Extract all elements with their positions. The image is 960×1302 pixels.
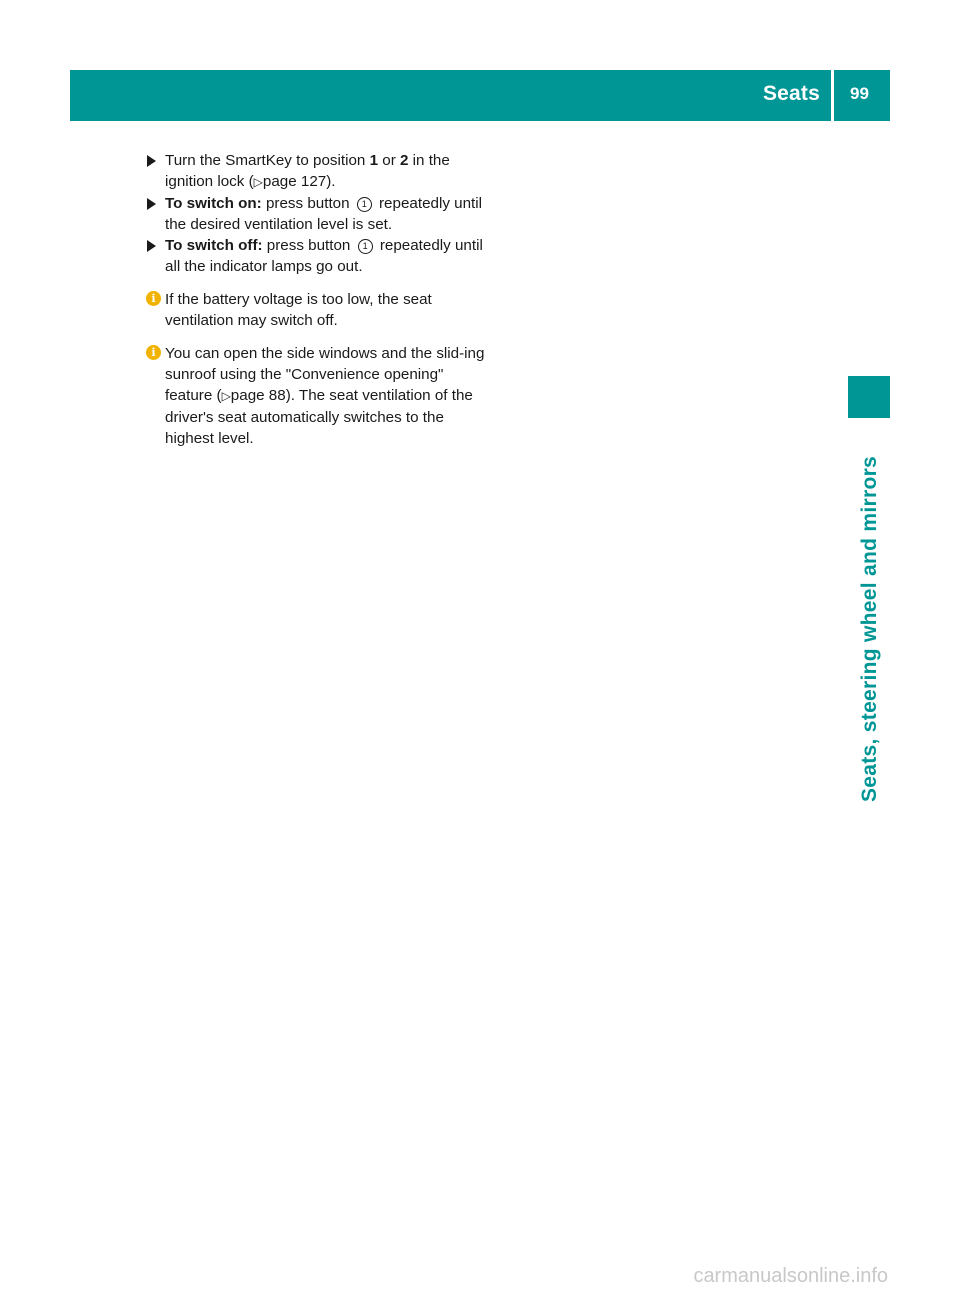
step-text: press button — [262, 237, 355, 254]
step-text: in the ignition lock ( — [165, 152, 450, 190]
content — [146, 150, 486, 449]
watermark: carmanualsonline.info — [693, 1265, 888, 1287]
step-text: Turn the SmartKey to position — [165, 152, 370, 169]
header-bar — [70, 70, 890, 121]
position-1: 1 — [369, 152, 379, 169]
header-divider — [831, 70, 834, 121]
step-2 — [146, 193, 486, 235]
note-text: You can open the side windows and the slid-ing sunroof using the "Convenience opening" feature ( — [165, 345, 485, 404]
step-text: repeatedly until the desired ventilation level is set. — [165, 195, 483, 233]
side-tab-marker — [848, 376, 890, 418]
step-text: press button — [261, 195, 354, 212]
button-1-icon: 1 — [357, 197, 372, 212]
info-icon: i — [146, 291, 161, 306]
note-2 — [146, 343, 486, 449]
step-3 — [146, 235, 486, 277]
page-number: 99 — [850, 84, 869, 103]
page-reference-arrow-icon: ▷ — [221, 389, 231, 403]
step-arrow-icon — [147, 198, 156, 210]
info-icon: i — [146, 345, 161, 360]
button-1-icon: 1 — [358, 239, 373, 254]
page-reference[interactable]: page 127). — [262, 173, 336, 190]
step-label: To switch off: — [165, 237, 263, 254]
note-text: If the battery voltage is too low, the seat ventilation may switch off. — [165, 291, 432, 329]
step-arrow-icon — [147, 240, 156, 252]
step-1 — [146, 150, 486, 193]
side-tab-label: Seats, steering wheel and mirrors — [858, 455, 881, 802]
page-reference[interactable]: page 88). The seat ventilation of the driver's seat automatically switches to the highest level. — [165, 387, 473, 447]
step-text: repeatedly until all the indicator lamps go out. — [165, 237, 483, 275]
step-text: or — [378, 152, 400, 169]
step-label: To switch on: — [165, 195, 262, 212]
section-title: Seats — [762, 82, 820, 105]
note-1 — [146, 289, 486, 331]
step-arrow-icon — [147, 155, 156, 167]
page-reference-arrow-icon: ▷ — [253, 175, 263, 189]
position-2: 2 — [399, 152, 409, 169]
